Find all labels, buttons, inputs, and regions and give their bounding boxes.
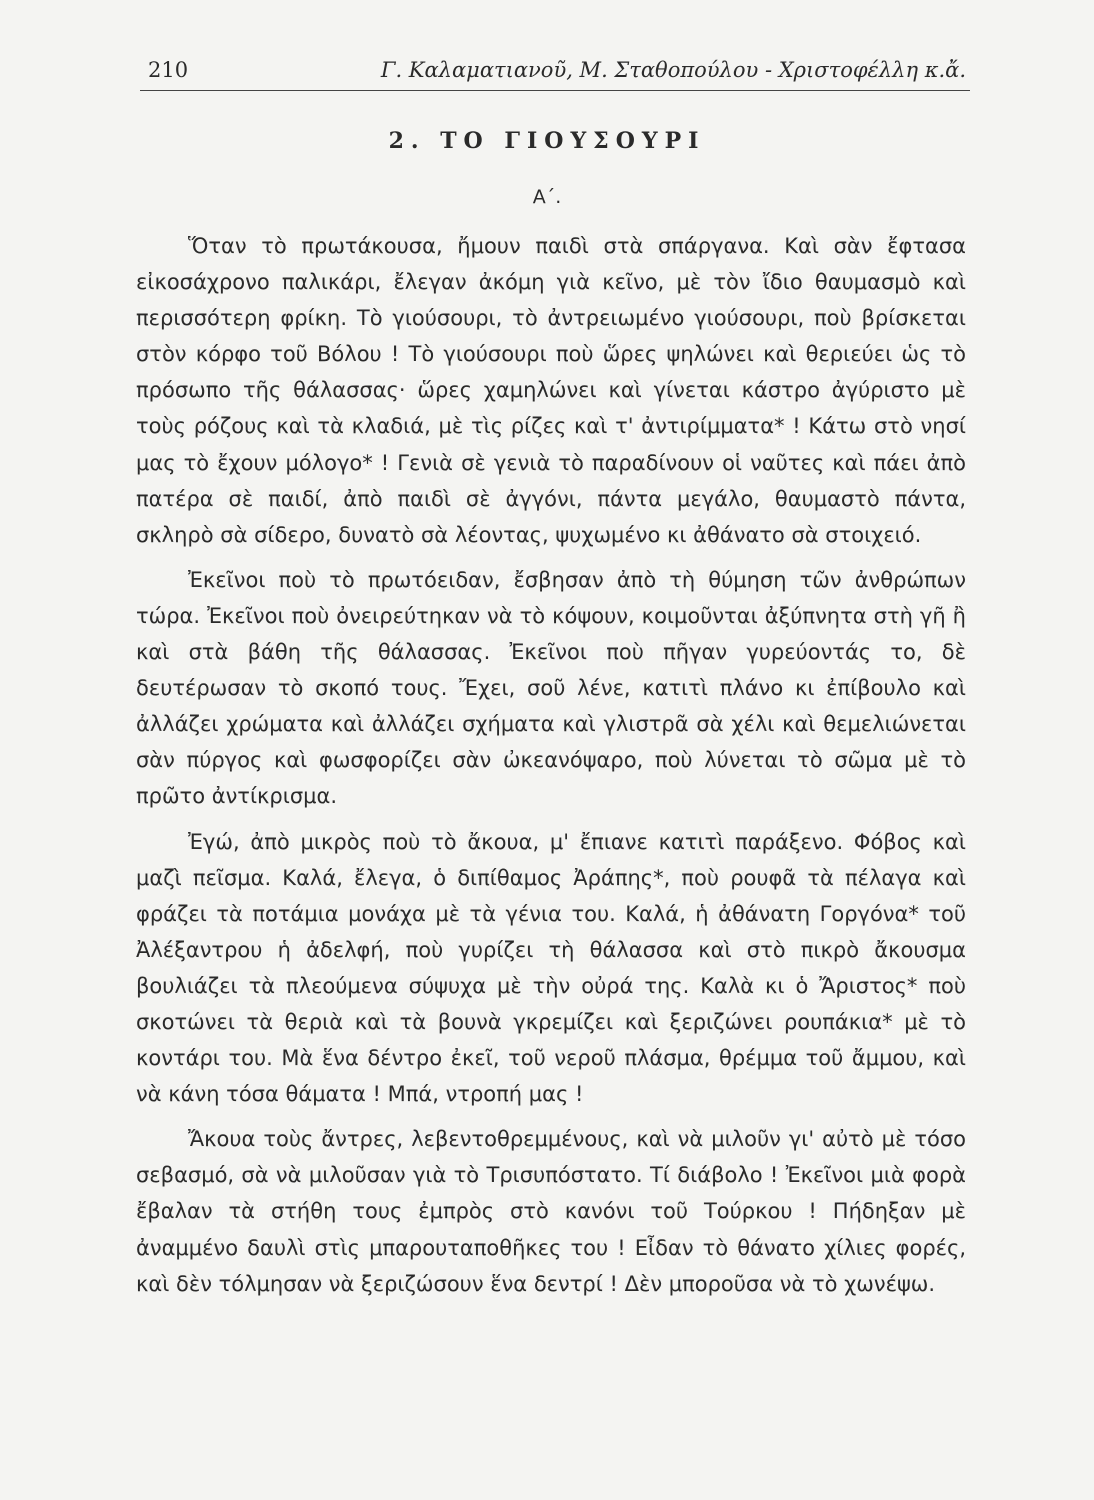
paragraph-3: Ἐγώ, ἀπὸ μικρὸς ποὺ τὸ ἄκουα, μ' ἔπιανε κατιτὶ παράξενο. Φόβος καὶ μαζὶ πεῖσμα. Καλά, ἔλεγα, ὁ διπίθαμος Ἀράπης*, ποὺ ρουφᾶ τὰ πέλαγα καὶ φράζει τὰ ποτάμια μονάχα μὲ τὰ γένια του. Καλά, ἡ ἀθάνατη Γοργόνα* τοῦ Ἀλέξαντρου ἡ ἀδελφή, ποὺ γυρίζει τὴ θάλασσα καὶ στὸ πικρὸ ἄκουσμα βουλιάζει τὰ πλεούμενα σύψυχα μὲ τὴν οὐρά της. Καλὰ κι ὁ Ἄριστος* ποὺ σκοτώνει τὰ θεριὰ καὶ τὰ βουνὰ γκρεμίζει καὶ ξεριζώνει ρουπάκια* μὲ τὸ κοντάρι του. Μὰ ἕνα δέντρο ἐκεῖ, τοῦ νεροῦ πλάσμα, θρέμμα τοῦ ἄμμου, καὶ νὰ κάνη τόσα θάματα ! Μπά, ντροπή μας ! bbox=[136, 829, 966, 1107]
page-number: 210 bbox=[148, 58, 189, 82]
chapter-title: 2. ΤΟ ΓΙΟΥΣΟΥΡΙ bbox=[388, 128, 706, 154]
body-text bbox=[136, 228, 966, 1311]
page-header bbox=[140, 56, 970, 91]
paragraph-1: Ὅταν τὸ πρωτάκουσα, ἤμουν παιδὶ στὰ σπάργανα. Καὶ σὰν ἔφτασα εἰκοσάχρονο παλικάρι, ἔλεγαν ἀκόμη γιὰ κεῖνο, μὲ τὸν ἴδιο θαυμασμὸ καὶ περισσότερη φρίκη. Τὸ γιούσουρι, τὸ ἀντρειωμένο γιούσουρι, ποὺ βρίσκεται στὸν κόρφο τοῦ Βόλου ! Τὸ γιούσουρι ποὺ ὥρες ψηλώνει καὶ θεριεύει ὡς τὸ πρόσωπο τῆς θάλασσας· ὥρες χαμηλώνει καὶ γίνεται κάστρο ἀγύριστο μὲ τοὺς ρόζους καὶ τὰ κλαδιά, μὲ τὶς ρίζες καὶ τ' ἀντιρίμματα* ! Κάτω στὸ νησί μας τὸ ἔχουν μόλογο* ! Γενιὰ σὲ γενιὰ τὸ παραδίνουν οἱ ναῦτες καὶ πάει ἀπὸ πατέρα σὲ παιδί, ἀπὸ παιδὶ σὲ ἀγγόνι, πάντα μεγάλο, θαυμαστὸ πάντα, σκληρὸ σὰ σίδερο, δυνατὸ σὰ λέοντας, ψυχωμένο κι ἀθάνατο σὰ στοιχειό. bbox=[136, 234, 966, 547]
paragraph-2: Ἐκεῖνοι ποὺ τὸ πρωτόειδαν, ἔσβησαν ἀπὸ τὴ θύμηση τῶν ἀνθρώπων τώρα. Ἐκεῖνοι ποὺ ὀνειρεύτηκαν νὰ τὸ κόψουν, κοιμοῦνται ἀξύπνητα στὴ γῆ ἢ καὶ στὰ βάθη τῆς θάλασσας. Ἐκεῖνοι ποὺ πῆγαν γυρεύοντάς το, δὲ δευτέρωσαν τὸ σκοπό τους. Ἔχει, σοῦ λένε, κατιτὶ πλάνο κι ἐπίβουλο καὶ ἀλλάζει χρώματα καὶ ἀλλάζει σχήματα καὶ γλιστρᾶ σὰ χέλι καὶ θεμελιώνεται σὰν πύργος καὶ φωσφορίζει σὰν ὠκεανόψαρο, ποὺ λύνεται τὸ σῶμα μὲ τὸ πρῶτο ἀντίκρισμα. bbox=[136, 567, 966, 809]
section-number: Α΄. bbox=[532, 186, 562, 208]
running-head: Γ. Καλαματιανοῦ, Μ. Σταθοπούλου - Χριστοφέλλη κ.ἄ. bbox=[380, 58, 966, 82]
paragraph-4: Ἄκουα τοὺς ἄντρες, λεβεντοθρεμμένους, καὶ νὰ μιλοῦν γι' αὐτὸ μὲ τόσο σεβασμό, σὰ νὰ μιλοῦσαν γιὰ τὸ Τρισυπόστατο. Τί διάβολο ! Ἐκεῖνοι μιὰ φορὰ ἔβαλαν τὰ στήθη τους ἐμπρὸς στὸ κανόνι τοῦ Τούρκου ! Πήδηξαν μὲ ἀναμμένο δαυλὶ στὶς μπαρουταποθῆκες του ! Εἶδαν τὸ θάνατο χίλιες φορές, καὶ δὲν τόλμησαν νὰ ξεριζώσουν ἕνα δεντρί ! Δὲν μποροῦσα νὰ τὸ χωνέψω. bbox=[136, 1127, 966, 1296]
